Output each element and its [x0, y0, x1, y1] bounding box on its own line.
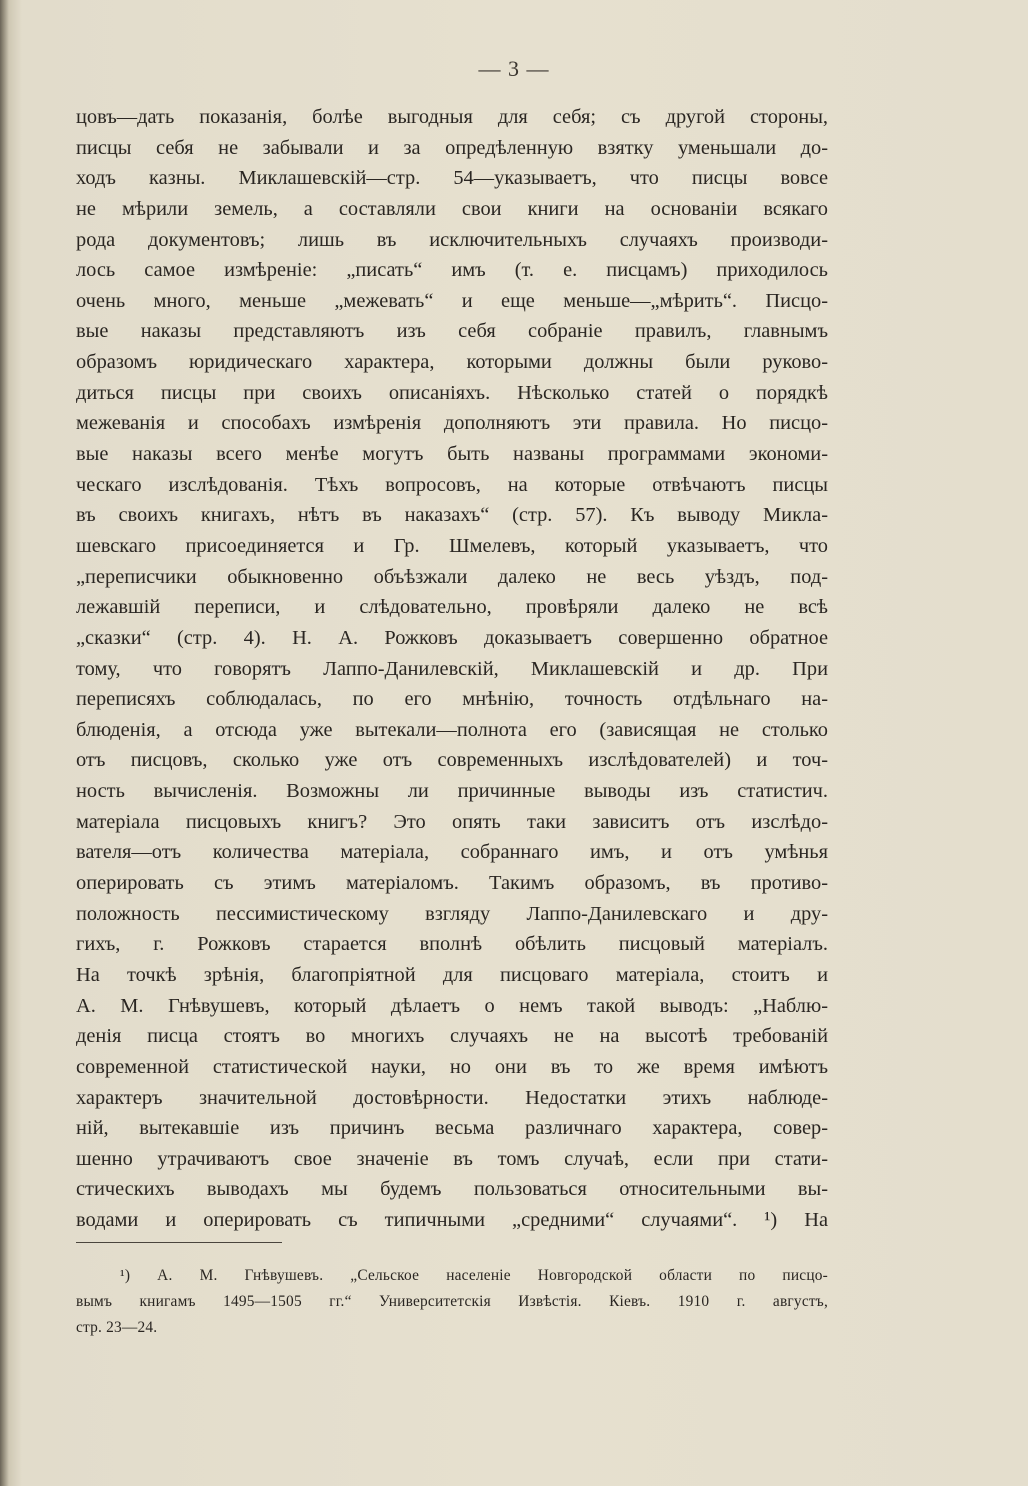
text-line: диться писцы при своихъ описаніяхъ. Нѣсколько статей о порядкѣ	[76, 381, 828, 404]
text-line: вые наказы всего менѣе могутъ быть названы программами экономи-	[76, 443, 828, 466]
text-line: вателя—отъ количества матеріала, собраннаго имъ, и отъ умѣнья	[76, 841, 828, 864]
text-line: образомъ юридическаго характера, которыми должны были руково-	[76, 351, 828, 374]
text-line: цовъ—дать показанія, болѣе выгодныя для себя; съ другой стороны,	[76, 106, 828, 128]
text-line: гихъ, г. Рожковъ старается вполнѣ обѣлить писцовый матеріалъ.	[76, 933, 828, 956]
text-line: межеванія и способахъ измѣренія дополняютъ эти правила. Но писцо-	[76, 412, 828, 435]
text-line: шевскаго присоединяется и Гр. Шмелевъ, который указываетъ, что	[76, 534, 828, 557]
text-line: писцы себя не забывали и за опредѣленную взятку уменьшали до-	[76, 136, 828, 159]
text-line: матеріала писцовыхъ книгъ? Это опять таки зависитъ отъ изслѣдо-	[76, 810, 828, 833]
text-line: „сказки“ (стр. 4). Н. А. Рожковъ доказываетъ совершенно обратное	[76, 626, 828, 649]
text-line: переписяхъ соблюдалась, по его мнѣнію, точность отдѣльнаго на-	[76, 688, 828, 711]
text-line: положность пессимистическому взгляду Лаппо-Данилевскаго и дру-	[76, 902, 828, 925]
text-line: ность вычисленія. Возможны ли причинные выводы изъ статистич.	[76, 780, 828, 803]
text-line: отъ писцовъ, сколько уже отъ современныхъ изслѣдователей) и точ-	[76, 749, 828, 772]
text-line: очень много, меньше „межевать“ и еще меньше—„мѣрить“. Писцо-	[76, 289, 828, 312]
text-line: шенно утрачиваютъ свое значеніе въ томъ случаѣ, если при стати-	[76, 1147, 828, 1170]
text-line: „переписчики обыкновенно объѣзжали далеко не весь уѣздъ, под-	[76, 565, 828, 588]
text-line: блюденія, а отсюда уже вытекали—полнота его (зависящая не столько	[76, 718, 828, 741]
page-number: — 3 —	[478, 56, 550, 81]
footnote-line: вымъ книгамъ 1495—1505 гг.“ Университетскія Извѣстія. Кіевъ. 1910 г. августъ,	[76, 1293, 828, 1310]
text-line: характеръ значительной достовѣрности. Недостатки этихъ наблюде-	[76, 1086, 828, 1109]
main-text	[76, 102, 828, 1236]
text-line: ходъ казны. Миклашевскій—стр. 54—указываетъ, что писцы вовсе	[76, 167, 828, 190]
text-line: стическихъ выводахъ мы будемъ пользоваться относительными вы-	[76, 1178, 828, 1201]
footnote	[76, 1263, 828, 1341]
text-line: На точкѣ зрѣнія, благопріятной для писцоваго матеріала, стоитъ и	[76, 963, 828, 986]
text-line: тому, что говорятъ Лаппо-Данилевскій, Миклашевскій и др. При	[76, 657, 828, 680]
text-line: ній, вытекавшіе изъ причинъ весьма различнаго характера, совер-	[76, 1117, 828, 1140]
footnote-line: стр. 23—24.	[76, 1319, 158, 1336]
text-line: денія писца стоятъ во многихъ случаяхъ не на высотѣ требованій	[76, 1025, 828, 1048]
text-line: не мѣрили земель, а составляли свои книги на основаніи всякаго	[76, 197, 828, 220]
footnote-line: ¹) А. М. Гнѣвушевъ. „Сельское населеніе Новгородской области по писцо-	[120, 1267, 828, 1284]
text-line: современной статистической науки, но они въ то же время имѣютъ	[76, 1055, 828, 1078]
text-line: лежавшій переписи, и слѣдовательно, провѣряли далеко не всѣ	[76, 596, 828, 619]
text-line: рода документовъ; лишь въ исключительныхъ случаяхъ производи-	[76, 228, 828, 251]
text-line: оперировать съ этимъ матеріаломъ. Такимъ образомъ, въ противо-	[76, 872, 828, 895]
text-line: въ своихъ книгахъ, нѣтъ въ наказахъ“ (стр. 57). Къ выводу Микла-	[76, 504, 828, 527]
text-line: вые наказы представляютъ изъ себя собраніе правилъ, главнымъ	[76, 320, 828, 343]
text-line: А. М. Гнѣвушевъ, который дѣлаетъ о немъ такой выводъ: „Наблю-	[76, 994, 828, 1017]
text-line: ческаго изслѣдованія. Тѣхъ вопросовъ, на которые отвѣчаютъ писцы	[76, 473, 828, 496]
footnote-divider	[76, 1242, 282, 1243]
text-line: лось самое измѣреніе: „писать“ имъ (т. е. писцамъ) приходилось	[76, 259, 828, 282]
text-line: водами и оперировать съ типичными „средними“ случаями“. ¹) На	[76, 1209, 828, 1232]
